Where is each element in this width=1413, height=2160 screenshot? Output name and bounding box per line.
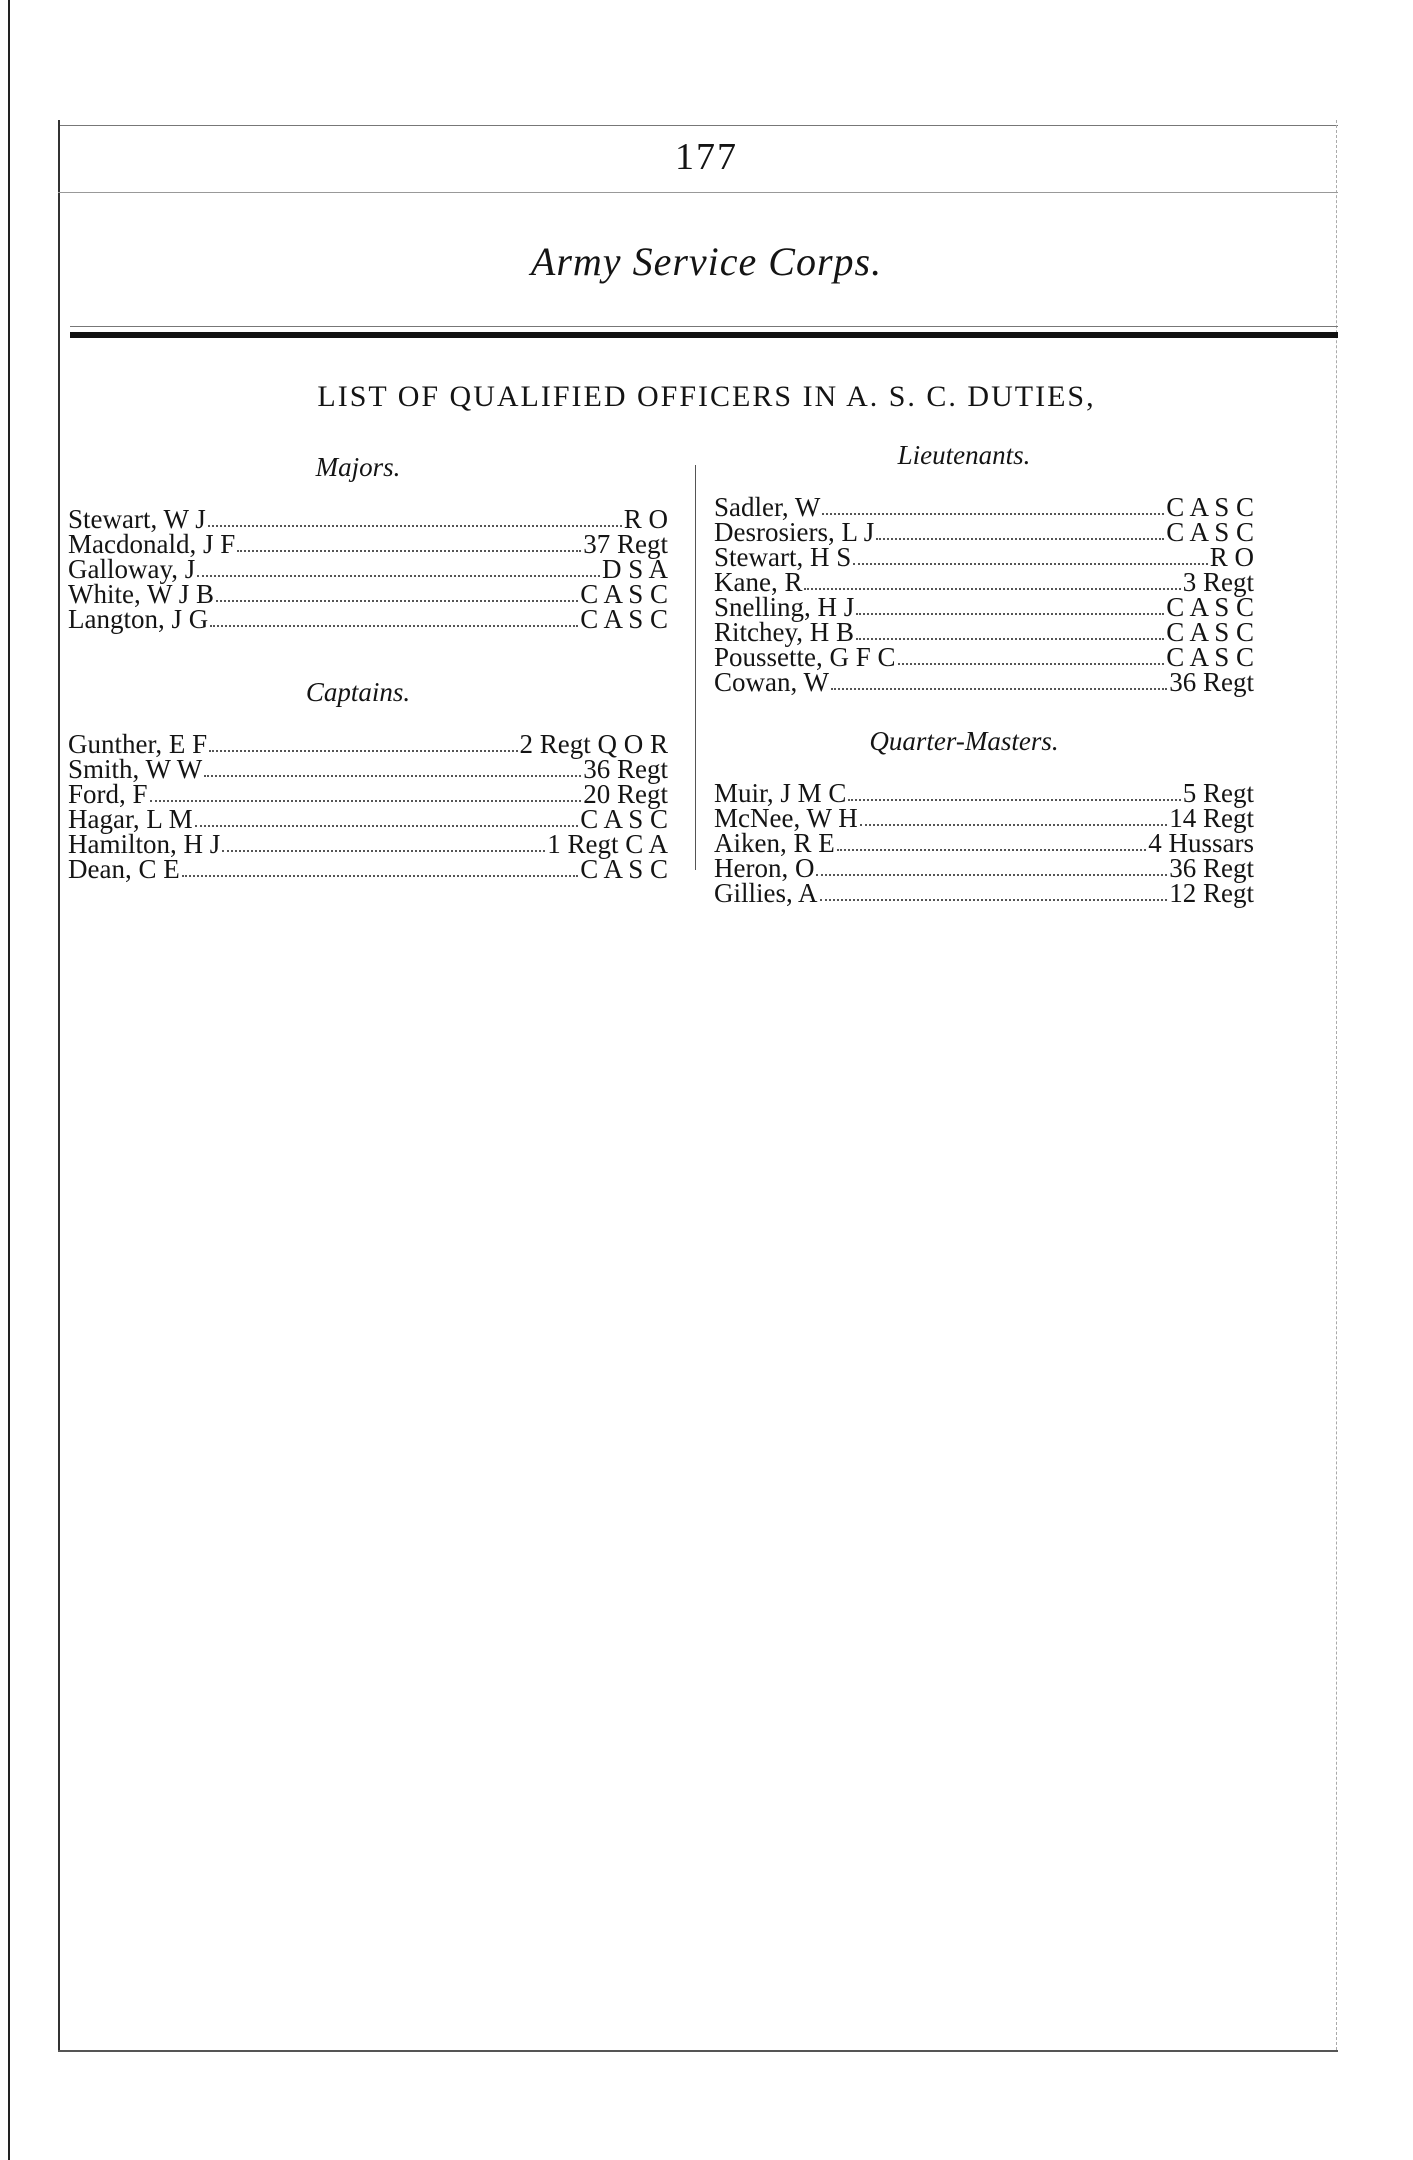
captains-list xyxy=(68,729,668,884)
officer-corps: C A S C xyxy=(1166,517,1254,547)
officer-name: Dean, C E xyxy=(68,854,180,884)
officer-name: Sadler, W xyxy=(714,492,821,522)
dot-leader xyxy=(204,775,581,777)
majors-list xyxy=(68,504,668,634)
officer-name: Stewart, W J xyxy=(68,504,206,534)
officer-corps: C A S C xyxy=(1166,492,1254,522)
officer-name: Gillies, A xyxy=(714,878,818,908)
officer-name: Ritchey, H B xyxy=(714,617,854,647)
dot-leader xyxy=(216,600,578,602)
dot-leader xyxy=(150,800,582,802)
dot-leader xyxy=(804,588,1180,590)
dot-leader xyxy=(898,663,1165,665)
title-rule-thin xyxy=(70,326,1338,327)
dot-leader xyxy=(837,849,1147,851)
title-rule-thick xyxy=(70,332,1338,338)
quarter-masters-list xyxy=(714,778,1274,908)
officer-entry xyxy=(714,667,1254,697)
officer-entry xyxy=(68,604,668,634)
dot-leader xyxy=(848,799,1180,801)
officer-name: Heron, O xyxy=(714,853,815,883)
dot-leader xyxy=(209,750,517,752)
officer-corps: R O xyxy=(1209,542,1254,572)
dot-leader xyxy=(210,625,578,627)
officer-corps: 5 Regt xyxy=(1182,778,1254,808)
officer-entry xyxy=(68,854,668,884)
officer-name: Hamilton, H J xyxy=(68,829,221,859)
officer-corps: C A S C xyxy=(580,604,668,634)
list-heading: LIST OF QUALIFIED OFFICERS IN A. S. C. DUTIES, xyxy=(317,380,1096,413)
captains-title: Captains. xyxy=(305,677,411,707)
officer-corps: 3 Regt xyxy=(1182,567,1254,597)
officer-corps: R O xyxy=(623,504,668,534)
officer-corps: 14 Regt xyxy=(1169,803,1254,833)
section-title: Army Service Corps. xyxy=(530,239,883,284)
officer-entry xyxy=(68,754,668,784)
dot-leader xyxy=(222,850,545,852)
officer-name: Ford, F xyxy=(68,779,148,809)
page-frame-bottom xyxy=(58,2050,1338,2052)
officer-name: White, W J B xyxy=(68,579,214,609)
officer-corps: 12 Regt xyxy=(1169,878,1254,908)
officer-name: Snelling, H J xyxy=(714,592,855,622)
lieutenants-title: Lieutenants. xyxy=(897,440,1031,470)
officer-corps: C A S C xyxy=(580,854,668,884)
top-rule xyxy=(58,125,1338,126)
scan-edge xyxy=(8,0,10,2160)
dot-leader xyxy=(197,575,600,577)
officer-name: Kane, R xyxy=(714,567,803,597)
officer-corps: 20 Regt xyxy=(583,779,668,809)
dot-leader xyxy=(237,550,581,552)
officer-corps: C A S C xyxy=(580,804,668,834)
dot-leader xyxy=(853,563,1207,565)
lieutenants-list xyxy=(714,492,1274,697)
officer-name: Aiken, R E xyxy=(714,828,835,858)
officer-name: Poussette, G F C xyxy=(714,642,896,672)
officer-name: Galloway, J xyxy=(68,554,196,584)
officer-name: McNee, W H xyxy=(714,803,858,833)
officer-name: Cowan, W xyxy=(714,667,829,697)
dot-leader xyxy=(182,875,578,877)
officer-corps: 37 Regt xyxy=(583,529,668,559)
dot-leader xyxy=(820,899,1168,901)
right-column xyxy=(714,440,1274,908)
officer-name: Macdonald, J F xyxy=(68,529,236,559)
officer-name: Gunther, E F xyxy=(68,729,208,759)
officer-corps: C A S C xyxy=(1166,592,1254,622)
dot-leader xyxy=(876,538,1164,540)
officer-name: Langton, J G xyxy=(68,604,209,634)
officer-corps: C A S C xyxy=(1166,642,1254,672)
officer-corps: 36 Regt xyxy=(1169,667,1254,697)
dot-leader xyxy=(822,513,1164,515)
officer-corps: 4 Hussars xyxy=(1148,828,1254,858)
quarter-masters-title: Quarter-Masters. xyxy=(869,726,1059,756)
officer-corps: C A S C xyxy=(1166,617,1254,647)
officer-name: Muir, J M C xyxy=(714,778,847,808)
officer-name: Desrosiers, L J xyxy=(714,517,875,547)
left-column xyxy=(68,452,668,884)
dot-leader xyxy=(208,525,622,527)
dot-leader xyxy=(816,874,1167,876)
officer-corps: D S A xyxy=(601,554,668,584)
page-number: 177 xyxy=(675,136,738,178)
officer-name: Hagar, L M xyxy=(68,804,193,834)
dot-leader xyxy=(831,688,1167,690)
dot-leader xyxy=(195,825,579,827)
officer-corps: 2 Regt Q O R xyxy=(519,729,668,759)
officer-entry xyxy=(714,878,1254,908)
officer-name: Stewart, H S xyxy=(714,542,852,572)
rule-under-page-number xyxy=(58,192,1338,193)
officer-name: Smith, W W xyxy=(68,754,203,784)
dot-leader xyxy=(860,824,1168,826)
officer-corps: C A S C xyxy=(580,579,668,609)
officer-corps: 36 Regt xyxy=(1169,853,1254,883)
officer-corps: 36 Regt xyxy=(583,754,668,784)
dot-leader xyxy=(856,638,1164,640)
column-divider xyxy=(695,465,696,870)
officer-corps: 1 Regt C A xyxy=(547,829,668,859)
dot-leader xyxy=(856,613,1164,615)
majors-title: Majors. xyxy=(315,452,401,482)
